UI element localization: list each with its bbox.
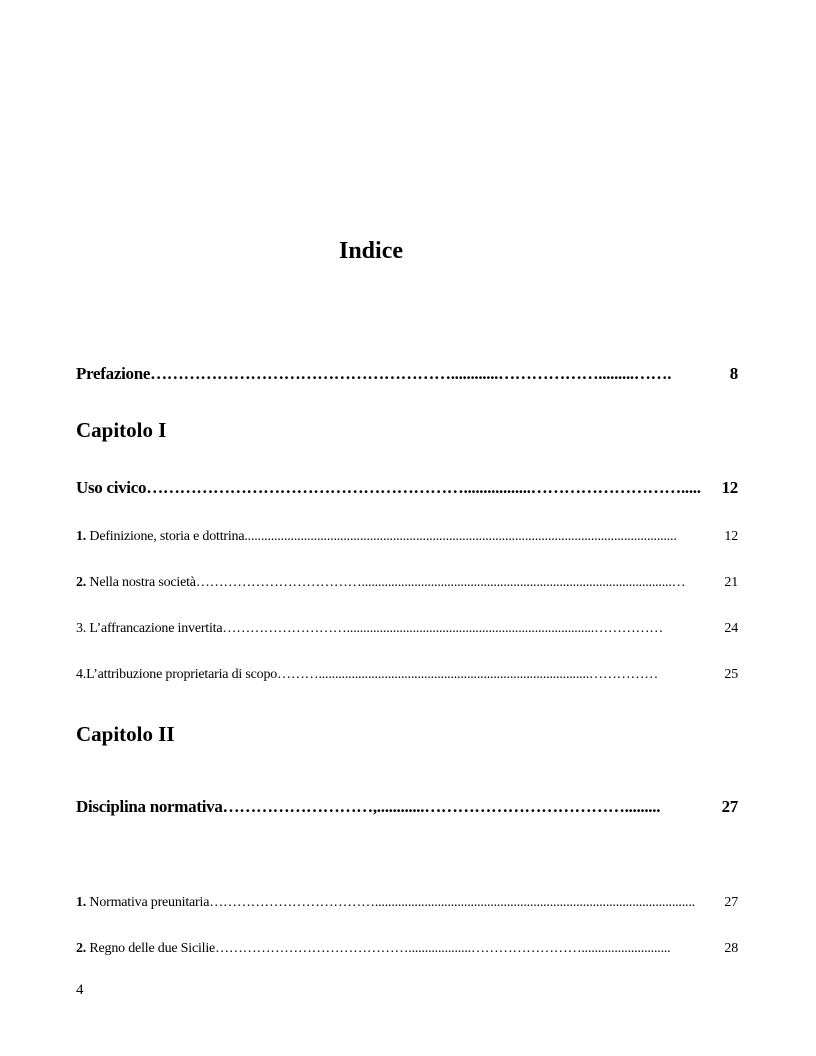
toc-page-number: 28: [724, 941, 738, 956]
toc-entry-label: [76, 529, 244, 545]
toc-page-number: 12: [721, 478, 738, 497]
section-number: 1.: [76, 895, 87, 910]
toc-page-number: 27: [721, 797, 738, 816]
toc-entry-prefazione[interactable]: [76, 364, 738, 384]
toc-leader-dots: ………………………...........................................................................……………: [222, 621, 664, 636]
toc-leader-dots: ………………………………..............................................................................................…: [195, 575, 686, 590]
toc-entry-disciplina-normativa[interactable]: [76, 797, 738, 817]
section-number: 2.: [76, 941, 87, 956]
footer-page-number: 4: [76, 982, 84, 998]
section-number: 1.: [76, 529, 87, 544]
toc-page-number: 8: [729, 364, 738, 383]
section-title: Definizione, storia e dottrina: [86, 529, 245, 544]
toc-leader-dots: ………………………,............……………………………….........: [222, 797, 661, 816]
toc-entry-label: Prefazione: [76, 364, 151, 383]
section-title: Regno delle due Sicilie: [86, 941, 216, 956]
toc-entry-attribuzione-proprietaria[interactable]: [76, 667, 738, 683]
toc-leader-dots: ……………………………….................................................................................................: [209, 895, 695, 910]
toc-page-number: 27: [724, 895, 738, 910]
section-title: Normativa preunitaria: [86, 895, 210, 910]
section-number: 2.: [76, 575, 87, 590]
toc-entry-uso-civico[interactable]: [76, 478, 738, 498]
toc-leader-dots: ...................................................................................................................................: [244, 529, 677, 544]
toc-leader-dots: ………………………………………………............……………….........…….: [150, 364, 672, 383]
toc-entry-label: Uso civico: [76, 478, 147, 497]
toc-page-number: 21: [724, 575, 738, 590]
section-title: Nella nostra società: [86, 575, 196, 590]
toc-entry-label: [76, 575, 196, 591]
toc-entry-regno-due-sicilie[interactable]: [76, 941, 738, 957]
chapter-heading-2: Capitolo II: [76, 722, 175, 746]
toc-leader-dots: ………………………………………………….................……………………….....: [146, 478, 701, 497]
toc-entry-nella-nostra-societa[interactable]: [76, 575, 738, 591]
toc-entry-label: Disciplina normativa: [76, 797, 223, 816]
toc-entry-definizione[interactable]: [76, 529, 738, 545]
toc-page-number: 24: [724, 621, 738, 636]
toc-entry-label: [76, 895, 209, 911]
toc-leader-dots: ………..................................................................................……………: [277, 667, 659, 682]
toc-entry-normativa-preunitaria[interactable]: [76, 895, 738, 911]
chapter-heading-1: Capitolo I: [76, 418, 167, 442]
toc-entry-affrancazione-invertita[interactable]: [76, 621, 738, 637]
toc-page-number: 12: [724, 529, 738, 544]
toc-leader-dots: ……………………………………...................……………………...........................: [215, 941, 671, 956]
toc-page-number: 25: [724, 667, 738, 682]
toc-entry-label: [76, 941, 215, 957]
toc-entry-label: 4.L’attribuzione proprietaria di scopo: [76, 667, 278, 682]
toc-entry-label: 3. L’affrancazione invertita: [76, 621, 223, 636]
page-title: Indice: [338, 238, 403, 264]
